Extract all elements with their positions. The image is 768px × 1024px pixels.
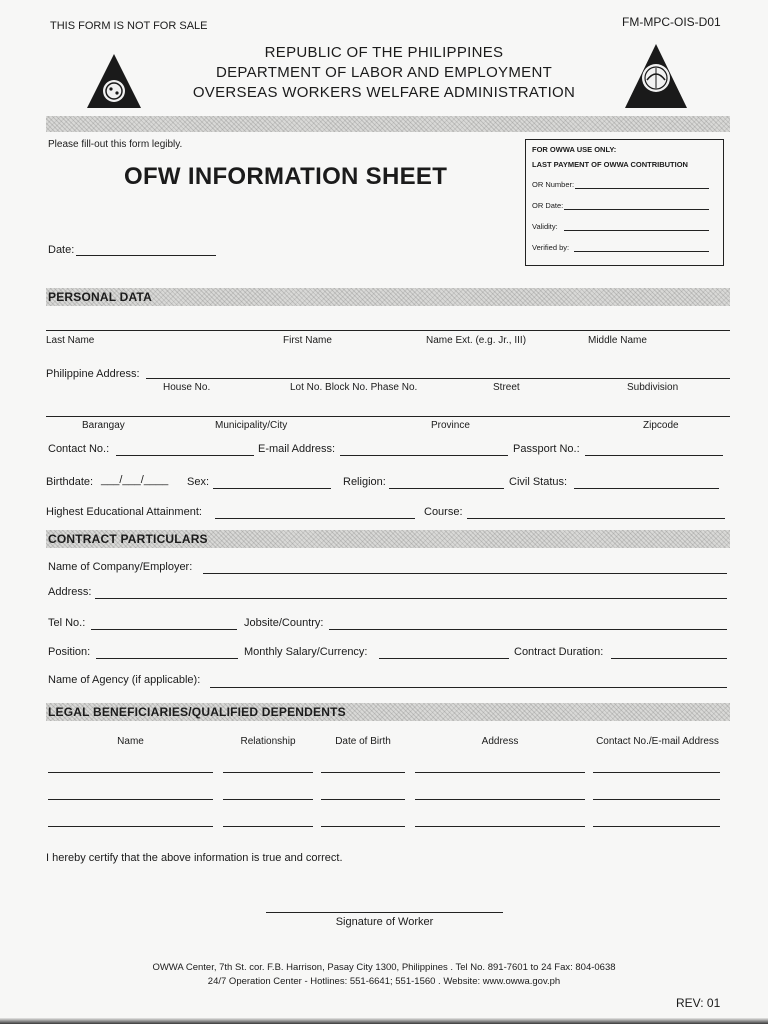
jobsite-field[interactable] — [329, 629, 727, 630]
beneficiaries-heading: LEGAL BENEFICIARIES/QUALIFIED DEPENDENTS — [48, 705, 346, 719]
education-field[interactable] — [215, 518, 415, 519]
header-republic: REPUBLIC OF THE PHILIPPINES — [264, 44, 504, 61]
philippine-address-field[interactable] — [146, 378, 730, 379]
beneficiary-col-dob: Date of Birth — [335, 736, 391, 747]
civil-status-field[interactable] — [574, 488, 719, 489]
date-field[interactable] — [76, 255, 216, 256]
last-name-label: Last Name — [46, 335, 95, 346]
subdivision-label: Subdivision — [627, 382, 679, 393]
or-number-field[interactable] — [575, 188, 709, 189]
owwa-box-subheading: LAST PAYMENT OF OWWA CONTRIBUTION — [532, 160, 688, 169]
jobsite-label: Jobsite/Country: — [244, 617, 324, 629]
revision-label: REV: 01 — [676, 996, 721, 1010]
not-for-sale-notice: THIS FORM IS NOT FOR SALE — [50, 20, 208, 32]
municipality-label: Municipality/City — [215, 420, 288, 431]
or-date-label: OR Date: — [532, 201, 564, 210]
company-label: Name of Company/Employer: — [48, 561, 193, 573]
form-code: FM-MPC-OIS-D01 — [622, 15, 721, 29]
owwa-box-heading: FOR OWWA USE ONLY: — [532, 145, 617, 154]
contract-address-field[interactable] — [95, 598, 727, 599]
email-label: E-mail Address: — [258, 443, 336, 455]
salary-label: Monthly Salary/Currency: — [244, 646, 368, 658]
salary-field[interactable] — [379, 658, 509, 659]
house-no-label: House No. — [163, 382, 211, 393]
province-label: Province — [431, 420, 470, 431]
sex-label: Sex: — [187, 476, 210, 488]
contract-address-label: Address: — [48, 586, 92, 598]
contact-no-field[interactable] — [116, 455, 254, 456]
scan-edge — [0, 1018, 768, 1024]
signature-label: Signature of Worker — [335, 916, 434, 928]
signature-field[interactable] — [266, 912, 503, 913]
name-field-line[interactable] — [46, 330, 730, 331]
sex-field[interactable] — [213, 488, 331, 489]
duration-label: Contract Duration: — [514, 646, 604, 658]
birthdate-label: Birthdate: — [46, 476, 94, 488]
footer-hotlines: 24/7 Operation Center - Hotlines: 551-6641; 551-1560 . Website: www.owwa.gov.ph — [207, 976, 561, 987]
personal-data-heading: PERSONAL DATA — [48, 290, 152, 304]
civil-status-label: Civil Status: — [509, 476, 568, 488]
religion-field[interactable] — [389, 488, 504, 489]
first-name-label: First Name — [283, 335, 332, 346]
education-label: Highest Educational Attainment: — [46, 506, 202, 518]
duration-field[interactable] — [611, 658, 727, 659]
validity-label: Validity: — [532, 222, 558, 231]
course-field[interactable] — [467, 518, 725, 519]
street-label: Street — [493, 382, 520, 393]
owwa-use-only-box — [525, 139, 724, 266]
header-owwa: OVERSEAS WORKERS WELFARE ADMINISTRATION — [192, 84, 576, 101]
position-label: Position: — [48, 646, 91, 658]
lot-block-label: Lot No. Block No. Phase No. — [290, 382, 418, 393]
or-number-label: OR Number: — [532, 180, 575, 189]
form-instruction: Please fill-out this form legibly. — [48, 139, 183, 150]
barangay-label: Barangay — [82, 420, 125, 431]
contract-heading: CONTRACT PARTICULARS — [48, 532, 208, 546]
middle-name-label: Middle Name — [588, 335, 647, 346]
verified-by-field[interactable] — [574, 251, 709, 252]
zipcode-label: Zipcode — [643, 420, 679, 431]
or-date-field[interactable] — [564, 209, 709, 210]
philippine-address-label: Philippine Address: — [46, 368, 140, 380]
address-line-2[interactable] — [46, 416, 730, 417]
form-title: OFW INFORMATION SHEET — [124, 163, 448, 190]
religion-label: Religion: — [343, 476, 386, 488]
validity-field[interactable] — [564, 230, 709, 231]
header-dole: DEPARTMENT OF LABOR AND EMPLOYMENT — [215, 64, 553, 81]
name-ext-label: Name Ext. (e.g. Jr., III) — [426, 335, 527, 346]
birthdate-field[interactable]: ___/___/____ — [101, 474, 169, 486]
passport-field[interactable] — [585, 455, 723, 456]
beneficiary-col-relationship: Relationship — [240, 736, 296, 747]
passport-label: Passport No.: — [513, 443, 580, 455]
email-field[interactable] — [340, 455, 508, 456]
company-field[interactable] — [203, 573, 727, 574]
contact-no-label: Contact No.: — [48, 443, 110, 455]
footer-address: OWWA Center, 7th St. cor. F.B. Harrison, Pasay City 1300, Philippines . Tel No. 891-7601 to 24 Fax: 804-0638 — [152, 962, 616, 973]
date-label: Date: — [48, 244, 75, 256]
tel-no-field[interactable] — [91, 629, 237, 630]
header-divider-band — [46, 116, 730, 132]
beneficiary-col-address: Address — [481, 736, 519, 747]
agency-field[interactable] — [210, 687, 727, 688]
agency-label: Name of Agency (if applicable): — [48, 674, 201, 686]
course-label: Course: — [424, 506, 463, 518]
tel-no-label: Tel No.: — [48, 617, 86, 629]
verified-by-label: Verified by: — [532, 243, 570, 252]
beneficiary-col-name: Name — [117, 736, 144, 747]
position-field[interactable] — [96, 658, 238, 659]
beneficiary-col-contact: Contact No./E-mail Address — [596, 736, 719, 747]
certification-text: I hereby certify that the above information is true and correct. — [46, 852, 343, 864]
